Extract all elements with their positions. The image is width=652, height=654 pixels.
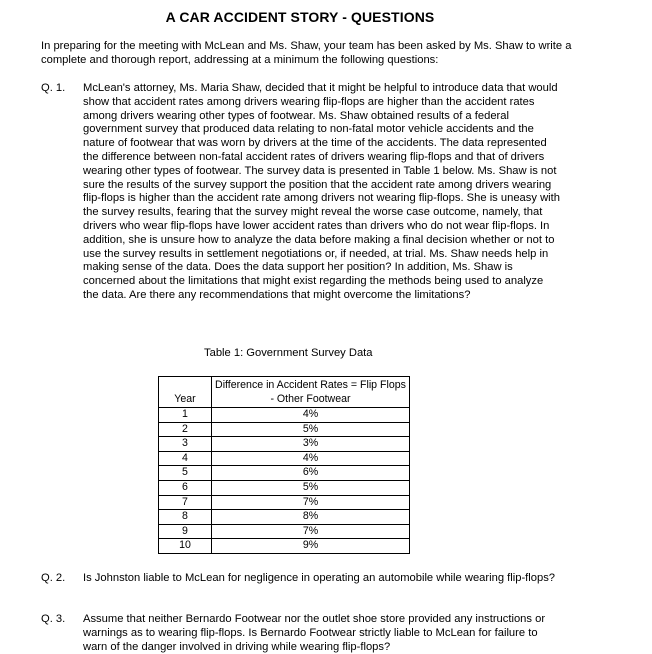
- question-number: Q. 1.: [41, 82, 66, 94]
- difference-cell: 6%: [212, 466, 410, 481]
- year-cell: 8: [159, 510, 212, 525]
- difference-cell: 7%: [212, 495, 410, 510]
- difference-cell: 5%: [212, 480, 410, 495]
- year-cell: 6: [159, 480, 212, 495]
- year-cell: 5: [159, 466, 212, 481]
- table-row: [159, 466, 410, 481]
- year-cell: 10: [159, 539, 212, 554]
- survey-data-table: [158, 376, 410, 554]
- table-header-row: [159, 377, 410, 408]
- table-row: [159, 539, 410, 554]
- table-caption: Table 1: Government Survey Data: [204, 347, 373, 359]
- difference-cell: 3%: [212, 437, 410, 452]
- year-cell: 4: [159, 451, 212, 466]
- table-row: [159, 422, 410, 437]
- table-row: [159, 510, 410, 525]
- difference-cell: 9%: [212, 539, 410, 554]
- question-text: McLean's attorney, Ms. Maria Shaw, decided that it might be helpful to introduce data that would show that accident rates among drivers wearing flip-flops are higher than the accident rates among drivers wearing other types of footwear. Ms. Shaw obtained results of a federal government survey that produced data relating to non-fatal motor vehicle accidents and the nature of footwear that was worn by drivers at the time of the accidents. The data represented the difference between non-fatal accident rates of drivers wearing flip-flops and that of drivers wearing other types of footwear. The survey data is presented in Table 1 below. Ms. Shaw is not sure the results of the survey support the position that the accident rate among drivers wearing flip-flops is higher than the accident rate among drivers not wearing flip-flops. She is uneasy with the survey results, fearing that the survey might reveal the worse case outcome, namely, that drivers who wear flip-flops have lower accident rates than drivers who do not wear flip-flops. In addition, she is unsure how to analyze the data before making a final decision whether or not to use the survey results in settlement negotiations or, if needed, at trial. Ms. Shaw needs help in making sense of the data. Does the data support her position? In addition, Ms. Shaw is concerned about the limitations that might exist regarding the methods being used to analyze the data. Are there any recommendations that might overcome the limitations?: [83, 82, 560, 301]
- table-row: [159, 524, 410, 539]
- difference-cell: 5%: [212, 422, 410, 437]
- page-title: A CAR ACCIDENT STORY - QUESTIONS: [165, 9, 435, 25]
- question-text: Assume that neither Bernardo Footwear nor the outlet shoe store provided any instructions or warnings as to wearing flip-flops. Is Bernardo Footwear strictly liable to McLean for failure to warn of the danger involved in driving while wearing flip-flops?: [83, 613, 546, 653]
- table-row: [159, 408, 410, 423]
- year-cell: 3: [159, 437, 212, 452]
- difference-column-header: Difference in Accident Rates = Flip Flops - Other Footwear: [212, 377, 410, 408]
- table-row: [159, 437, 410, 452]
- year-cell: 7: [159, 495, 212, 510]
- year-cell: 2: [159, 422, 212, 437]
- question-number: Q. 2.: [41, 572, 66, 584]
- year-cell: 9: [159, 524, 212, 539]
- question-number: Q. 3.: [41, 613, 66, 625]
- difference-cell: 4%: [212, 451, 410, 466]
- difference-cell: 8%: [212, 510, 410, 525]
- intro-paragraph: In preparing for the meeting with McLean and Ms. Shaw, your team has been asked by Ms. Shaw to write a complete and thorough report, addressing at a minimum the following questions:: [41, 40, 572, 66]
- difference-cell: 7%: [212, 524, 410, 539]
- difference-cell: 4%: [212, 408, 410, 423]
- table-row: [159, 495, 410, 510]
- question-text: Is Johnston liable to McLean for negligence in operating an automobile while wearing flip-flops?: [83, 572, 556, 584]
- year-column-header: Year: [159, 377, 212, 408]
- table-row: [159, 451, 410, 466]
- table-row: [159, 480, 410, 495]
- table-body: [159, 408, 410, 554]
- year-cell: 1: [159, 408, 212, 423]
